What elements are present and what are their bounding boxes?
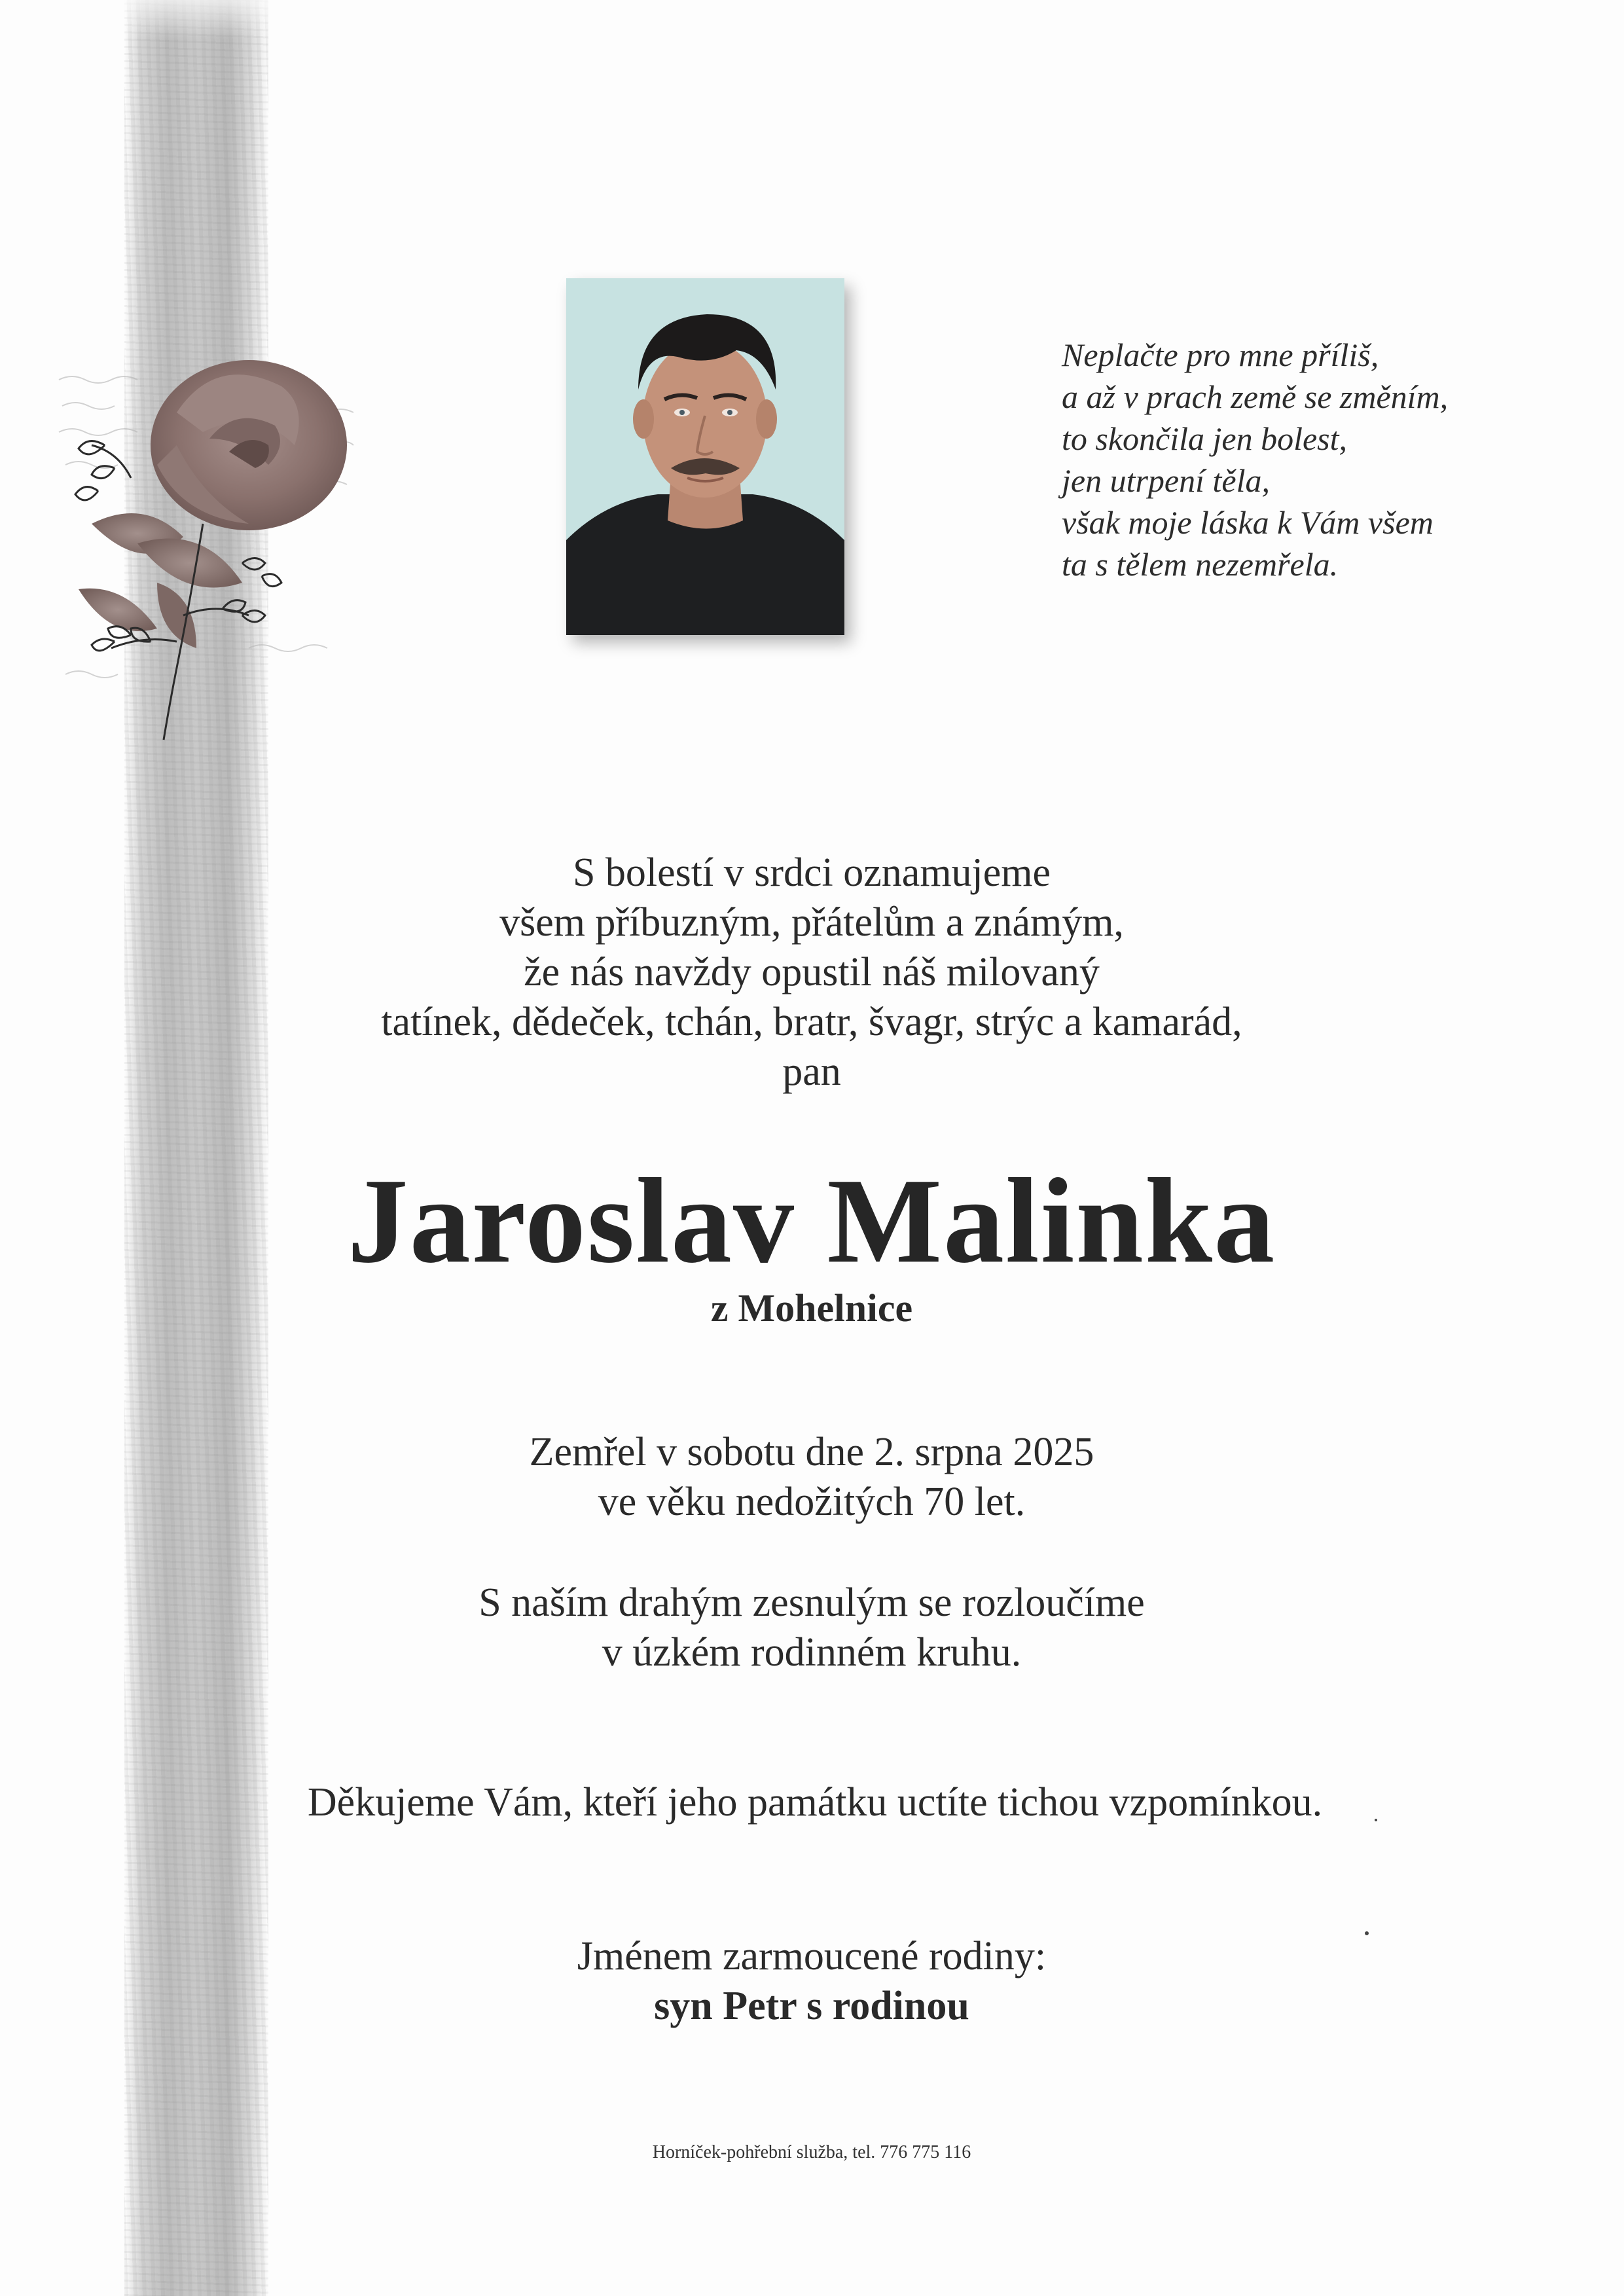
deceased-origin: z Mohelnice [710,1286,913,1330]
poem-line: Neplačte pro mne příliš, [1062,337,1379,373]
family-signature [288,1931,1335,2031]
poem [1062,334,1559,585]
poem-line: jen utrpení těla, [1062,462,1270,499]
intro-line: že nás navždy opustil náš milovaný [524,950,1100,994]
poem-line: a až v prach země se změním, [1062,378,1449,415]
rose-decoration [52,334,393,759]
farewell-info [288,1578,1335,1677]
band-fade [98,0,295,39]
death-line: ve věku nedožitých 70 let. [598,1480,1026,1524]
thanks-line: Děkujeme Vám, kteří jeho památku uctíte tichou vzpomínkou. [307,1780,1323,1825]
intro-line: pan [782,1049,841,1094]
intro-line: S bolestí v srdci oznamujeme [572,850,1051,895]
farewell-line: v úzkém rodinném kruhu. [602,1630,1022,1675]
portrait-photo [566,278,844,635]
poem-line: však moje láska k Vám všem [1062,504,1434,541]
family-label: Jménem zarmoucené rodiny: [577,1934,1047,1978]
scan-speck [1365,1931,1369,1935]
family-signer: syn Petr s rodinou [654,1984,969,2028]
farewell-line: S naším drahým zesnulým se rozloučíme [478,1580,1145,1625]
intro-line: všem příbuzným, přátelům a známým, [499,900,1124,945]
scan-speck [1375,1819,1377,1821]
announcement-intro [288,848,1335,1097]
death-line: Zemřel v sobotu dne 2. srpna 2025 [529,1430,1094,1474]
intro-line: tatínek, dědeček, tchán, bratr, švagr, strýc a kamarád, [381,1000,1242,1044]
poem-line: ta s tělem nezemřela. [1062,546,1339,583]
poem-line: to skončila jen bolest, [1062,420,1348,457]
deceased-name: Jaroslav Malinka [347,1154,1276,1288]
death-info [288,1427,1335,1527]
funeral-service-footer: Horníček-pohřební služba, tel. 776 775 116 [652,2142,971,2162]
